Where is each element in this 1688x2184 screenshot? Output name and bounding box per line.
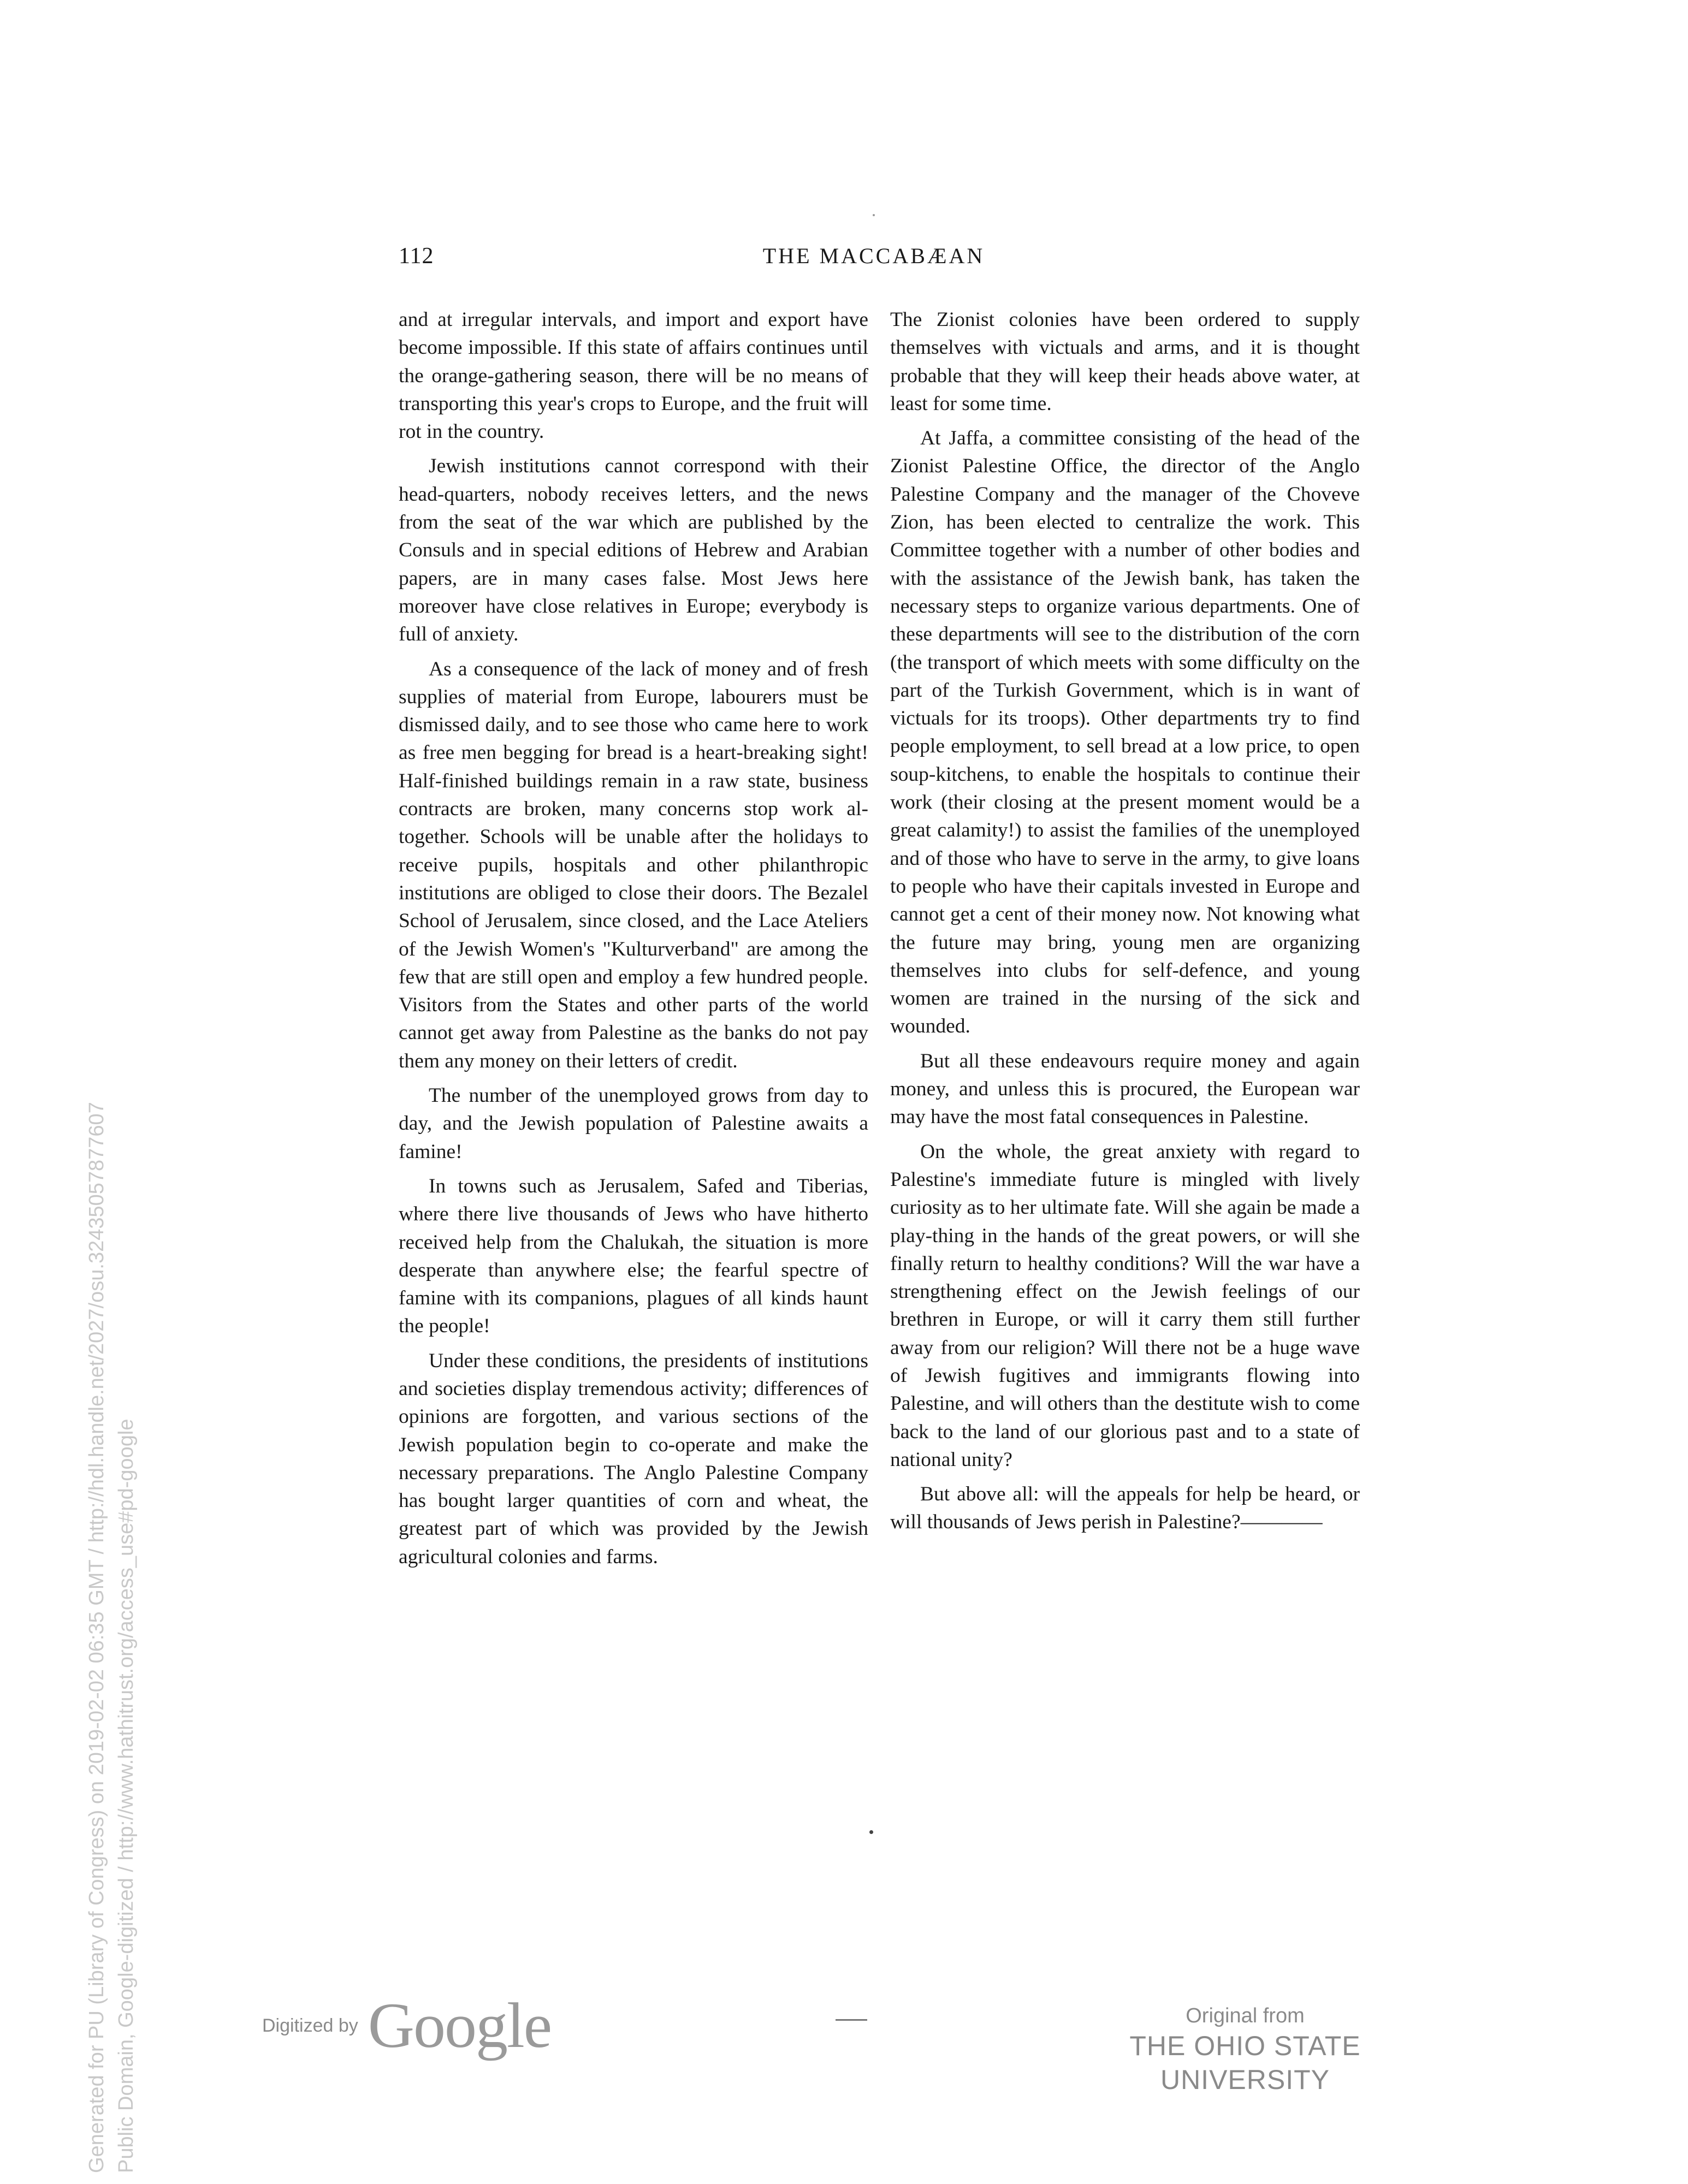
digitized-label: Digitized by — [262, 2015, 358, 2036]
running-title: THE MACCABÆAN — [762, 244, 985, 268]
watermark-line: Public Domain, Google-digitized / http://www.hathitrust.org/access_use#pd-google — [115, 1419, 138, 2173]
original-from — [1049, 2003, 1442, 2097]
paragraph: The Zionist colonies have been ordered to supply themselves with victuals and arms, and it is thought probable that they will keep their heads above water, at least for some time. — [890, 308, 1360, 415]
paragraph: The number of the unemployed grows from day to day, and the Jewish population of Palestine awaits a famine! — [399, 1084, 868, 1163]
page-header — [399, 243, 1349, 281]
paragraph: As a consequence of the lack of money and of fresh supplies of material from Europe, labourers must be dismissed daily, and to see those who came here to work as free men begging for bread is a heart-breaking sight! Half-finished buildings remain in a raw state, business contracts are broken, many concerns stop work altogether. Schools will be unable after the holidays to receive pupils, hospitals and other philanthropic institutions are obliged to close their doors. The Bezalel School of Jerusalem, since closed, and the Lace Ateliers of the Jewish Women's "Kulturverband" are among the few that are still open and employ a few hundred people. Visitors from the States and other parts of the world cannot get away from Palestine as the banks do not pay them any money on their letters of credit. — [399, 657, 868, 1072]
scan-speck — [873, 214, 875, 216]
institution-name: THE OHIO STATE UNIVERSITY — [1129, 2031, 1361, 2095]
hathitrust-watermark — [82, 1102, 141, 2173]
original-from-label: Original from — [1186, 2004, 1305, 2027]
footer-divider — [836, 2019, 867, 2021]
paragraph: But above all: will the appeals for help be heard, or will thousands of Jews perish in Palestine?———— — [890, 1483, 1360, 1534]
right-column — [890, 306, 1360, 1543]
page-number: 112 — [399, 244, 434, 269]
paragraph: and at irregular intervals, and import and export have become impossible. If this state of affairs continues until the orange-gathering season, there will be no means of transporting this year's crops to Europe, and the fruit will rot in the country. — [399, 308, 868, 443]
paragraph: Under these conditions, the presidents of institutions and societies display tremendous activity; differences of opinions are forgotten, and various sections of the Jewish population begin to co-operate and make the necessary preparations. The Anglo Palestine Company has bought larger quantities of corn and wheat, the greatest part of which was provided by the Jewish agricultural colonies and farms. — [399, 1349, 868, 1568]
paragraph: On the whole, the great anxiety with regard to Palestine's immediate future is mingled with lively curiosity as to her ultimate fate. Will she again be made a play-thing in the hands of the great powers, or will she finally return to healthy conditions? Will the war have a strengthening effect on the Jewish feelings of our brethren in Europe, or will it carry them still further away from our religion? Will there not be a huge wave of Jewish fugitives and immigrants flowing into Palestine, and will others than the destitute wish to come back to the land of our glorious past and to a state of national unity? — [890, 1140, 1360, 1471]
left-column — [399, 306, 868, 1577]
paragraph: At Jaffa, a committee consisting of the head of the Zionist Palestine Office, the director of the Anglo Palestine Company and the manager of the Choveve Zion, has been elected to centralize the work. This Committee together with a number of other bodies and with the assistance of the Jewish bank, has taken the necessary steps to organize various departments. One of these departments will see to the distribution of the corn (the transport of which meets with some difficulty on the part of the Turkish Government, which is in want of victuals for its troops). Other departments try to find people employment, to sell bread at a low price, to open soup-kitchens, to enable the hospitals to continue their work (their closing at the present moment would be a great calamity!) to assist the families of the unemployed and of those who have to serve in the army, to give loans to people who have their capitals invested in Europe and cannot get a cent of their money now. Not knowing what the future may bring, young men are organizing themselves into clubs for self-defence, and young women are trained in the nursing of the sick and wounded. — [890, 427, 1360, 1038]
paragraph: But all these endeavours require money and again money, and unless this is procured, the European war may have the most fatal consequences in Palestine. — [890, 1049, 1360, 1129]
watermark-line: Generated for PU (Library of Congress) on 2019-02-02 06:35 GMT / http://hdl.handle.net/2027/osu.32435057877607 — [85, 1102, 108, 2173]
google-logo: Google — [368, 1990, 552, 2061]
digitized-by-google — [262, 1990, 552, 2061]
paragraph: In towns such as Jerusalem, Safed and Tiberias, where there live thousands of Jews who have hitherto received help from the Chalukah, the situation is more desperate than anywhere else; the fearful spectre of famine with its companions, plagues of all kinds haunt the people! — [399, 1174, 868, 1338]
paragraph: Jewish institutions cannot correspond with their head-quarters, nobody receives letters, and the news from the seat of the war which are published by the Consuls and in special editions of Hebrew and Arabian papers, are in many cases false. Most Jews here moreover have close relatives in Europe; everybody is full of anxiety. — [399, 455, 868, 646]
scan-speck — [869, 1830, 873, 1834]
